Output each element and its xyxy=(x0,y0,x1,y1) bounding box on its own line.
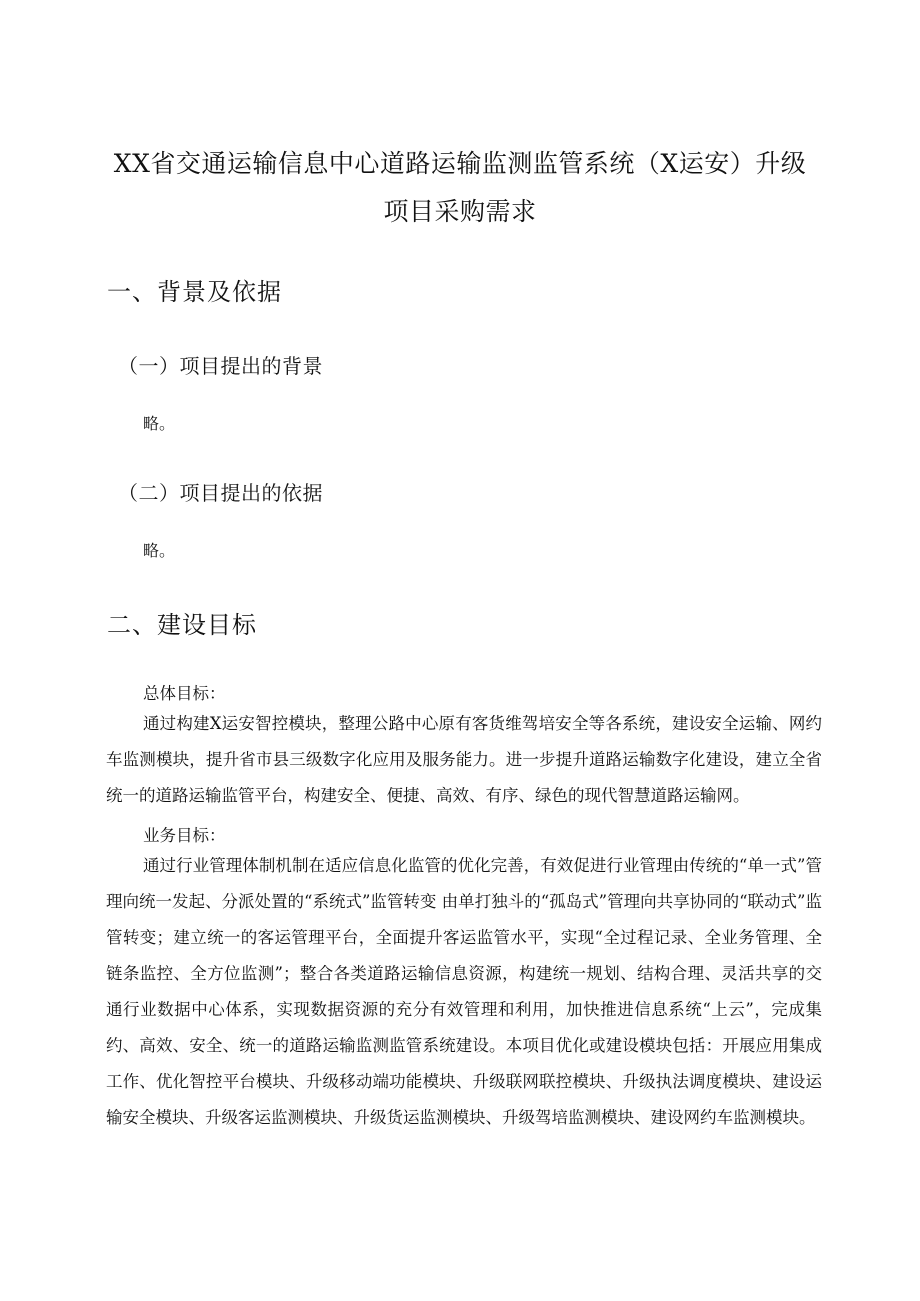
section1-sub2-heading: （二）项目提出的依据 xyxy=(118,481,323,505)
section1-sub1-body: 略。 xyxy=(143,414,176,433)
section1-heading: 一、背景及依据 xyxy=(107,278,282,306)
business-goal-label: 业务目标： xyxy=(143,826,226,845)
section2-heading: 二、建设目标 xyxy=(107,611,257,639)
overall-goal-label: 总体目标： xyxy=(143,684,226,703)
section1-sub2-body: 略。 xyxy=(143,541,176,560)
document-title-line2: 项目采购需求 xyxy=(383,197,537,226)
section1-sub1-heading: （一）项目提出的背景 xyxy=(118,354,323,378)
document-title-line1: XX省交通运输信息中心道路运输监测监管系统（X运安）升级 xyxy=(113,149,807,178)
overall-goal-paragraph: 通过构建X运安智控模块，整理公路中心原有客货维驾培安全等各系统，建设安全运输、网约车监测模块，提升省市县三级数字化应用及服务能力。进一步提升道路运输数字化建设，建立全省统一的道路运输监管平台，构建安全、便捷、高效、有序、绿色的现代智慧道路运输网。 xyxy=(106,714,822,805)
business-goal-paragraph: 通过行业管理体制机制在适应信息化监管的优化完善，有效促进行业管理由传统的“单一式”管理向统一发起、分派处置的“系统式”监管转变 由单打独斗的“孤岛式”管理向共享协同的“联动式”监管转变；建立统一的客运管理平台，全面提升客运监管水平，实现“全过程记录、全业务管理、全链条监控、全方位监测”；整合各类道路运输信息资源，构建统一规划、结构合理、灵活共享的交通行业数据中心体系，实现数据资源的充分有效管理和利用，加快推进信息系统“上云”，完成集约、高效、安全、统一的道路运输监测监管系统建设。本项目优化或建设模块包括：开展应用集成工作、优化智控平台模块、升级移动端功能模块、升级联网联控模块、升级执法调度模块、建设运输安全模块、升级客运监测模块、升级货运监测模块、升级驾培监测模块、建设网约车监测模块。 xyxy=(106,856,822,1127)
